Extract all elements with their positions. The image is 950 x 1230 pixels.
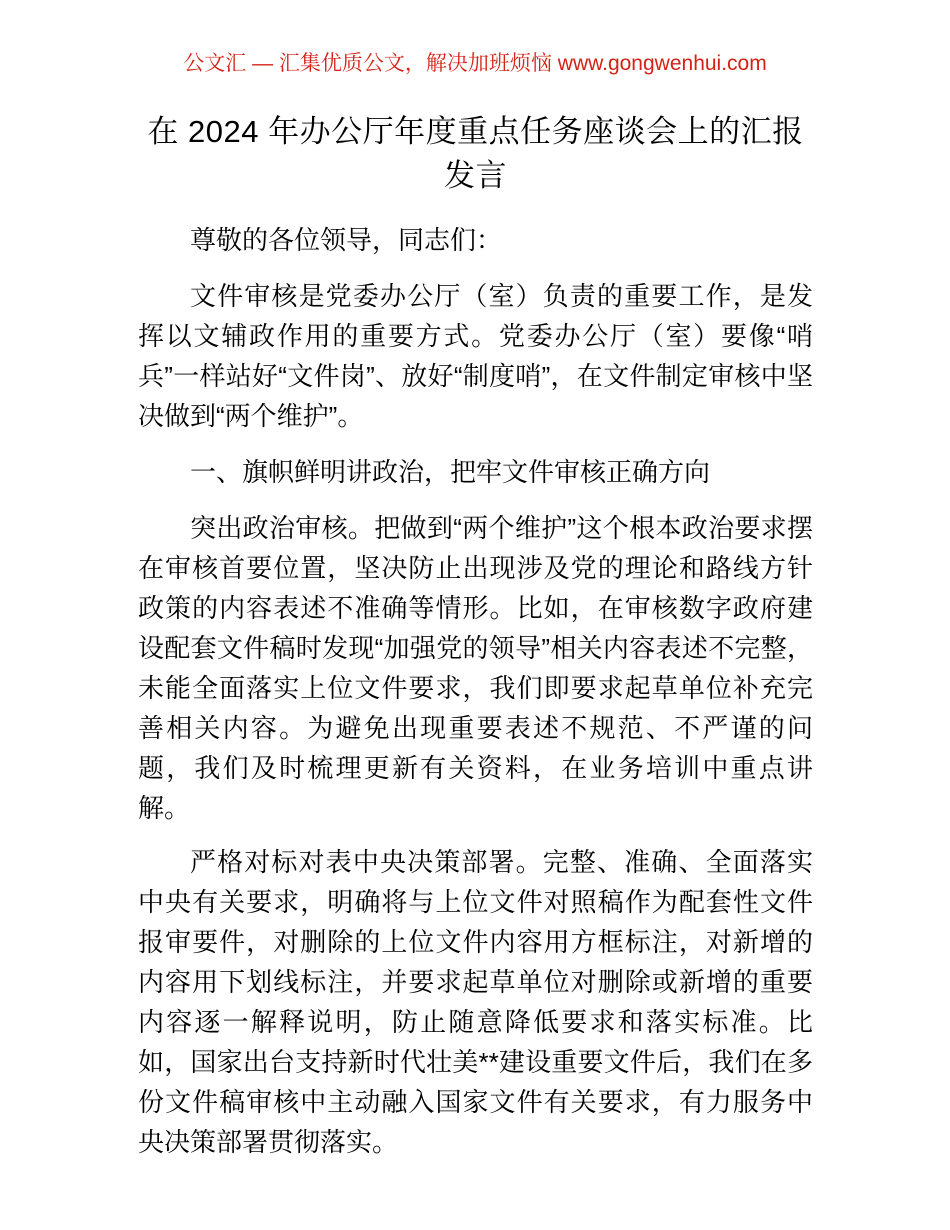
body-paragraph-1: 文件审核是党委办公厅（室）负责的重要工作，是发挥以文辅政作用的重要方式。党委办公厅（室）要像“哨兵”一样站好“文件岗”、放好“制度哨”，在文件制定审核中坚决做到“两个维护”。 [138, 281, 813, 431]
body-paragraph-2: 突出政治审核。把做到“两个维护”这个根本政治要求摆在审核首要位置，坚决防止出现涉及党的理论和路线方针政策的内容表述不准确等情形。比如，在审核数字政府建设配套文件稿时发现“加强党的领导”相关内容表述不完整，未能全面落实上位文件要求，我们即要求起草单位补充完善相关内容。为避免出现重要表述不规范、不严谨的问题，我们及时梳理更新有关资料，在业务培训中重点讲解。 [138, 513, 813, 823]
section-heading-1: 一、旗帜鲜明讲政治，把牢文件审核正确方向 [190, 457, 711, 487]
body-paragraph-3: 严格对标对表中央决策部署。完整、准确、全面落实中央有关要求，明确将与上位文件对照稿作为配套性文件报审要件，对删除的上位文件内容用方框标注，对新增的内容用下划线标注，并要求起草单位对删除或新增的重要内容逐一解释说明，防止随意降低要求和落实标准。比如，国家出台支持新时代壮美**建设重要文件后，我们在多份文件稿审核中主动融入国家文件有关要求，有力服务中央决策部署贯彻落实。 [138, 847, 813, 1157]
site-url-text: www.gongwenhui.com [557, 52, 767, 75]
salutation-line: 尊敬的各位领导，同志们： [190, 225, 503, 255]
document-content [138, 110, 813, 1176]
document-title: 在 2024 年办公厅年度重点任务座谈会上的汇报发言 [147, 114, 804, 193]
site-watermark-header [0, 50, 950, 78]
site-brand-text: 公文汇 — 汇集优质公文，解决加班烦恼 [183, 52, 552, 75]
